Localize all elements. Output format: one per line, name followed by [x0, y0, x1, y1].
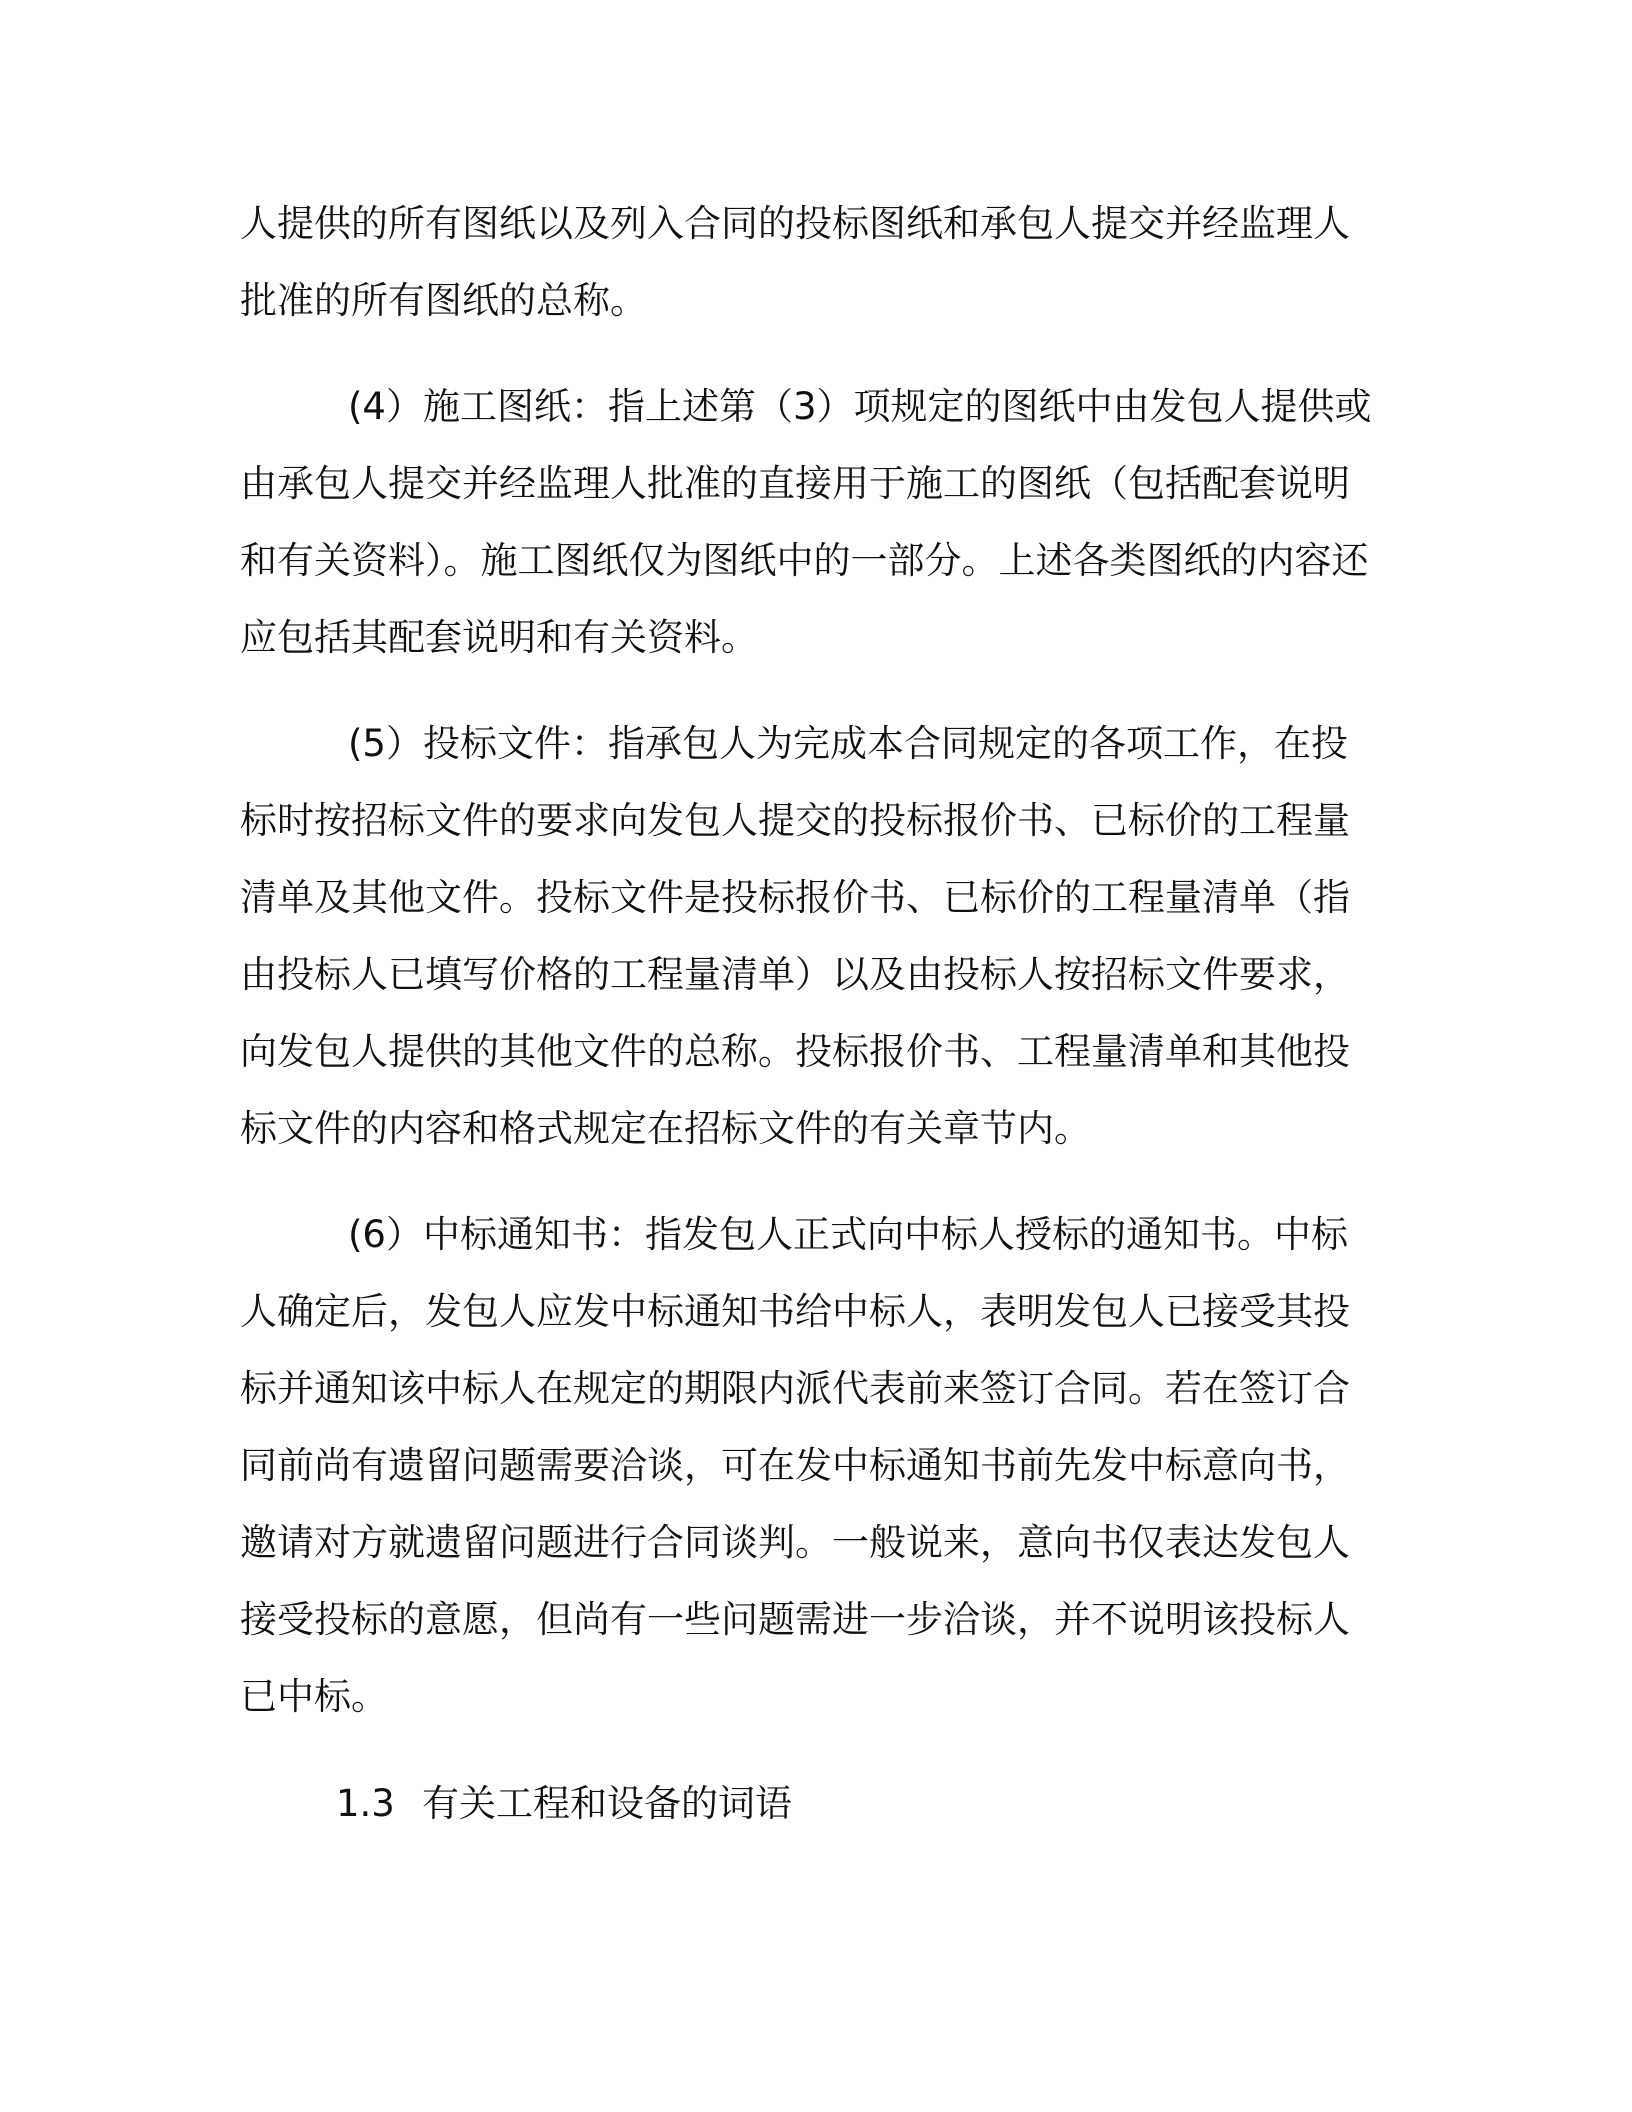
paragraph-drawings-continued: 人提供的所有图纸以及列入合同的投标图纸和承包人提交并经监理人批准的所有图纸的总称。 — [240, 202, 1350, 322]
document-body — [240, 185, 1380, 1842]
section-heading — [240, 1765, 1380, 1842]
paragraph-award-notice: (6）中标通知书：指发包人正式向中标人授标的通知书。中标人确定后，发包人应发中标通知书给中标人，表明发包人已接受其投标并通知该中标人在规定的期限内派代表前来签订合同。若在签订合同前尚有遗留问题需要洽谈，可在发中标通知书前先发中标意向书，邀请对方就遗留问题进行合同谈判。一般说来，意向书仅表达发包人接受投标的意愿，但尚有一些问题需进一步洽谈，并不说明该投标人已中标。 — [240, 1213, 1350, 1718]
paragraph-bid-documents: (5）投标文件：指承包人为完成本合同规定的各项工作，在投标时按招标文件的要求向发包人提交的投标报价书、已标价的工程量清单及其他文件。投标文件是投标报价书、已标价的工程量清单（指由投标人已填写价格的工程量清单）以及由投标人按招标文件要求，向发包人提供的其他文件的总称。投标报价书、工程量清单和其他投标文件的内容和格式规定在招标文件的有关章节内。 — [240, 722, 1350, 1150]
section-title: 有关工程和设备的词语 — [422, 1782, 792, 1825]
section-number: 1.3 — [336, 1782, 395, 1825]
paragraph-construction-drawings: (4）施工图纸：指上述第（3）项规定的图纸中由发包人提供或由承包人提交并经监理人批准的直接用于施工的图纸（包括配套说明和有关资料）。施工图纸仅为图纸中的一部分。上述各类图纸的内容还应包括其配套说明和有关资料。 — [240, 385, 1372, 659]
